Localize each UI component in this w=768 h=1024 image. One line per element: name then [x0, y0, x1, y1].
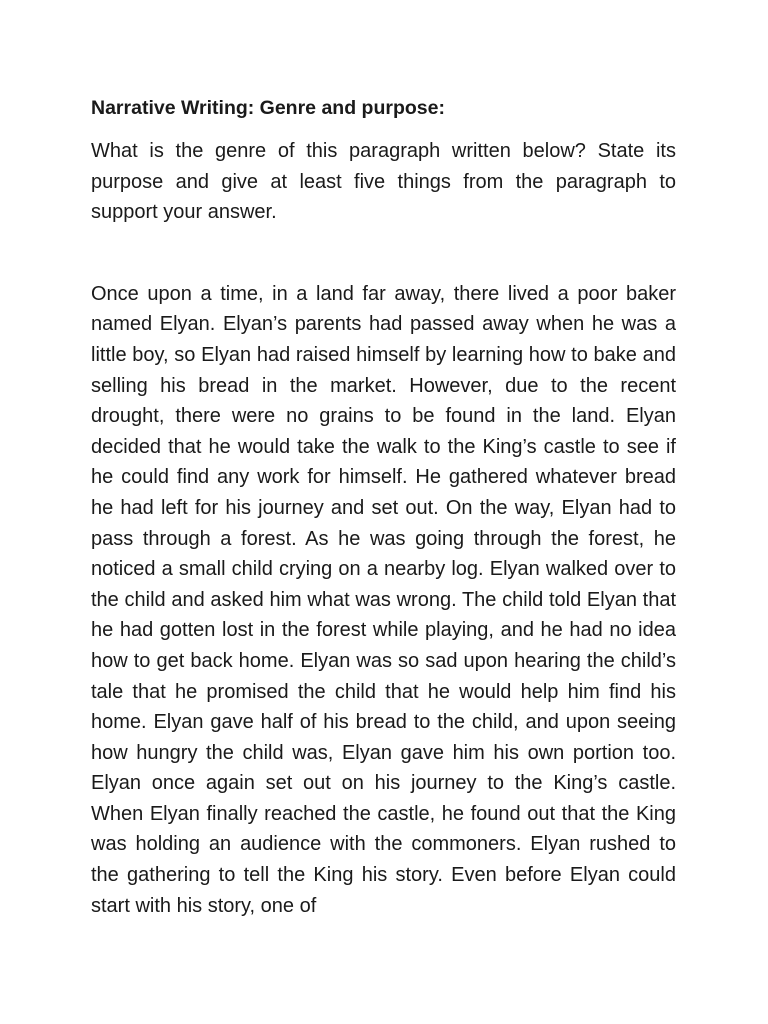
story-paragraph: Once upon a time, in a land far away, there lived a poor baker named Elyan. Elyan’s parents had passed away when he was a little boy, so Elyan had raised himself by learning how to bake and selling his bread in the market. However, due to the recent drought, there were no grains to be found in the land. Elyan decided that he would take the walk to the King’s castle to see if he could find any work for himself. He gathered whatever bread he had left for his journey and set out. On the way, Elyan had to pass through a forest. As he was going through the forest, he noticed a small child crying on a nearby log. Elyan walked over to the child and asked him what was wrong. The child told Elyan that he had gotten lost in the forest while playing, and he had no idea how to get back home. Elyan was so sad upon hearing the child’s tale that he promised the child that he would help him find his home. Elyan gave half of his bread to the child, and upon seeing how hungry the child was, Elyan gave him his own portion too. Elyan once again set out on his journey to the King’s castle. When Elyan finally reached the castle, he found out that the King was holding an audience with the commoners. Elyan rushed to the gathering to tell the King his story. Even before Elyan could start with his story, one of	[91, 282, 676, 917]
document-body	[91, 94, 676, 921]
question-prompt: What is the genre of this paragraph written below? State its purpose and give at least five things from the paragraph to support your answer.	[91, 140, 676, 224]
document-heading: Narrative Writing: Genre and purpose:	[91, 97, 445, 119]
